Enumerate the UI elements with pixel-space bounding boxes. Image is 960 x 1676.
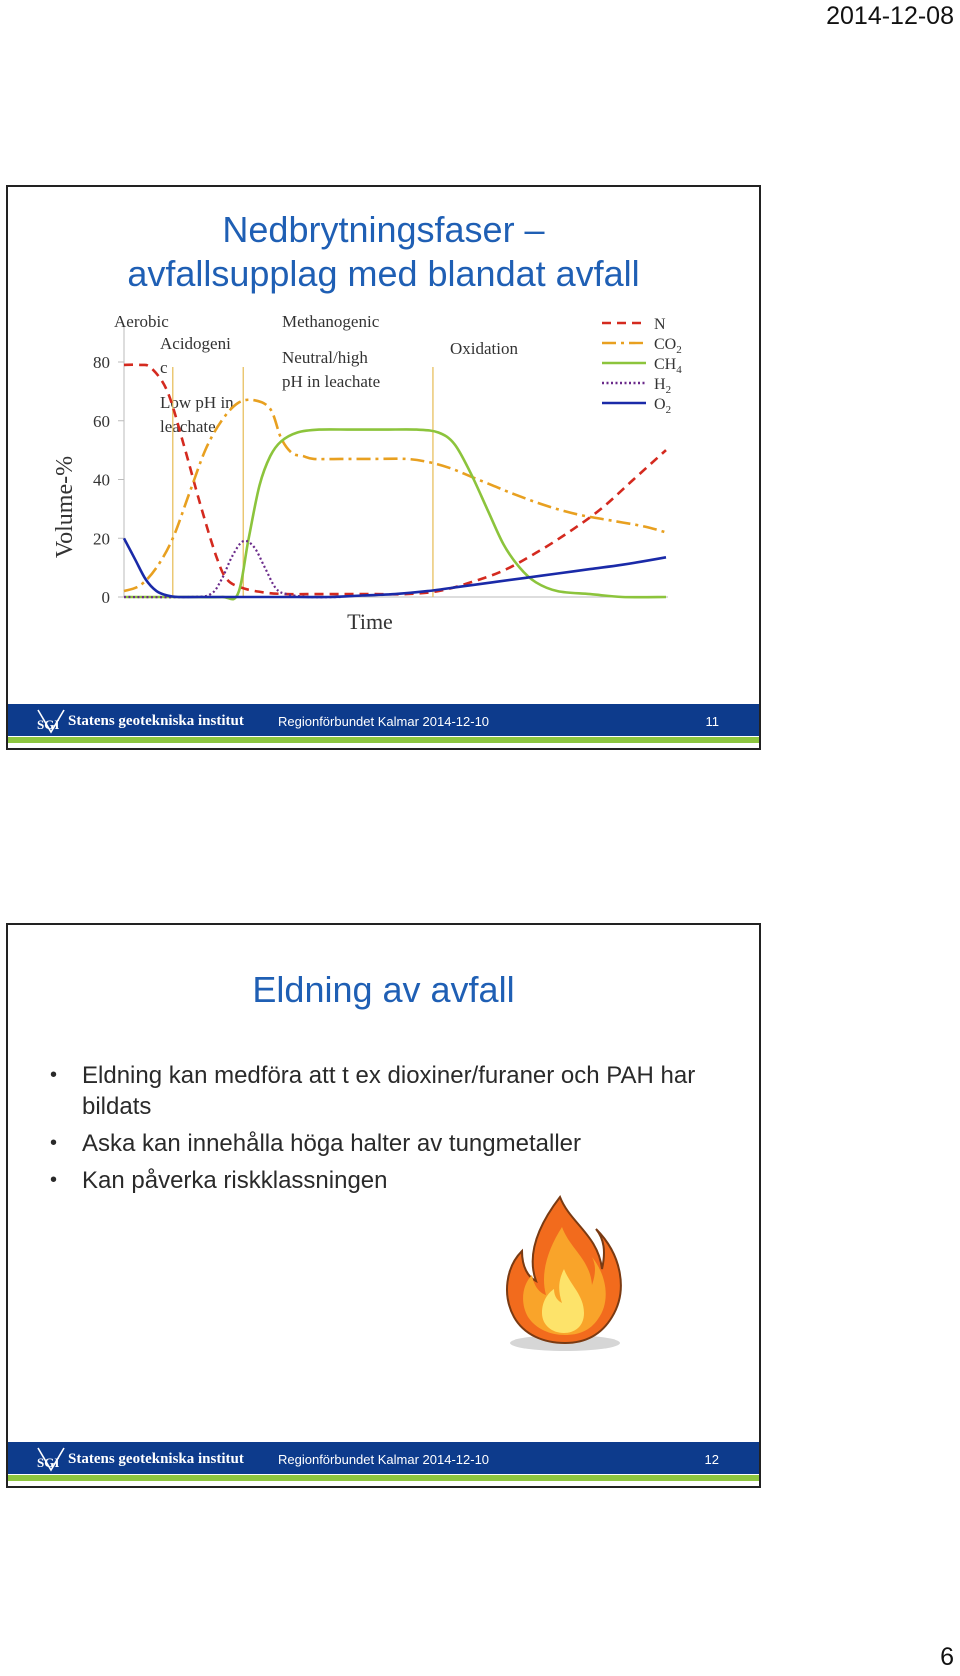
y-tick-label: 20	[93, 529, 110, 549]
bullet-item: • Eldning kan medföra att t ex dioxiner/furaner och PAH har bildats	[50, 1062, 696, 1120]
footer-event: Regionförbundet Kalmar 2014-12-10	[278, 714, 490, 729]
footer-stripe	[8, 1475, 759, 1481]
bullet-dot-icon: •	[50, 1132, 58, 1154]
bullet-list	[48, 1060, 728, 1202]
slide-12	[6, 923, 761, 1488]
phase-label-lowph-2: leachate	[160, 417, 216, 436]
phase-label-acidogenic-1: Acidogeni	[160, 334, 231, 353]
footer-event: Regionförbundet Kalmar 2014-12-10	[278, 1452, 490, 1467]
sgi-logo-icon	[34, 1446, 68, 1472]
bullet-item: • Aska kan innehålla höga halter av tungmetaller	[50, 1130, 581, 1157]
phase-label-acidogenic-2: c	[160, 358, 168, 377]
y-tick-label: 60	[93, 411, 110, 431]
legend-label: $CH_4$	[654, 356, 682, 376]
svg-text:SGI: SGI	[37, 717, 60, 732]
series-line-ch4	[124, 429, 666, 599]
legend-label: $O_2$	[654, 396, 672, 416]
slide-11	[6, 185, 761, 750]
sgi-logo-icon	[34, 708, 68, 734]
x-axis-label: Time	[347, 609, 393, 634]
footer-org-name: Statens geotekniska institut	[68, 1451, 244, 1467]
footer-stripe	[8, 737, 759, 743]
y-axis-label: Volume-%	[52, 455, 78, 559]
footer-org-name: Statens geotekniska institut	[68, 713, 244, 729]
y-tick-label: 40	[93, 470, 110, 490]
phase-label-methanogenic: Methanogenic	[282, 312, 380, 331]
phase-label-lowph-1: Low pH in	[160, 393, 234, 412]
y-tick-label: 0	[101, 588, 110, 607]
page-number: 6	[940, 1643, 954, 1671]
svg-text:SGI: SGI	[37, 1455, 60, 1470]
bullet-dot-icon: •	[50, 1169, 58, 1191]
legend-label: N	[654, 316, 666, 333]
footer-slide-number: 11	[705, 714, 719, 729]
bullet-item: • Kan påverka riskklassningen	[50, 1167, 388, 1194]
slide-title: Eldning av avfall	[252, 969, 515, 1010]
series-line-o2	[124, 538, 666, 597]
legend-label: $CO_2$	[654, 336, 682, 356]
decomposition-phase-chart	[8, 187, 759, 707]
phase-label-neutral-2: pH in leachate	[282, 372, 381, 391]
slide-title-line1: Nedbrytningsfaser –	[222, 209, 545, 250]
page-date: 2014-12-08	[826, 2, 954, 30]
y-tick-label: 80	[93, 353, 110, 372]
phase-label-oxidation: Oxidation	[450, 339, 518, 358]
footer-slide-number: 12	[704, 1452, 719, 1467]
bullet-dot-icon: •	[50, 1064, 58, 1086]
slide-footer	[8, 1442, 759, 1474]
phase-label-aerobic: Aerobic	[114, 312, 169, 331]
slide-footer	[8, 704, 759, 736]
slide-title-line2: avfallsupplag med blandat avfall	[127, 253, 640, 294]
legend-label: $H_2$	[654, 376, 672, 396]
fire-icon	[500, 1193, 630, 1353]
phase-label-neutral-1: Neutral/high	[282, 348, 368, 367]
